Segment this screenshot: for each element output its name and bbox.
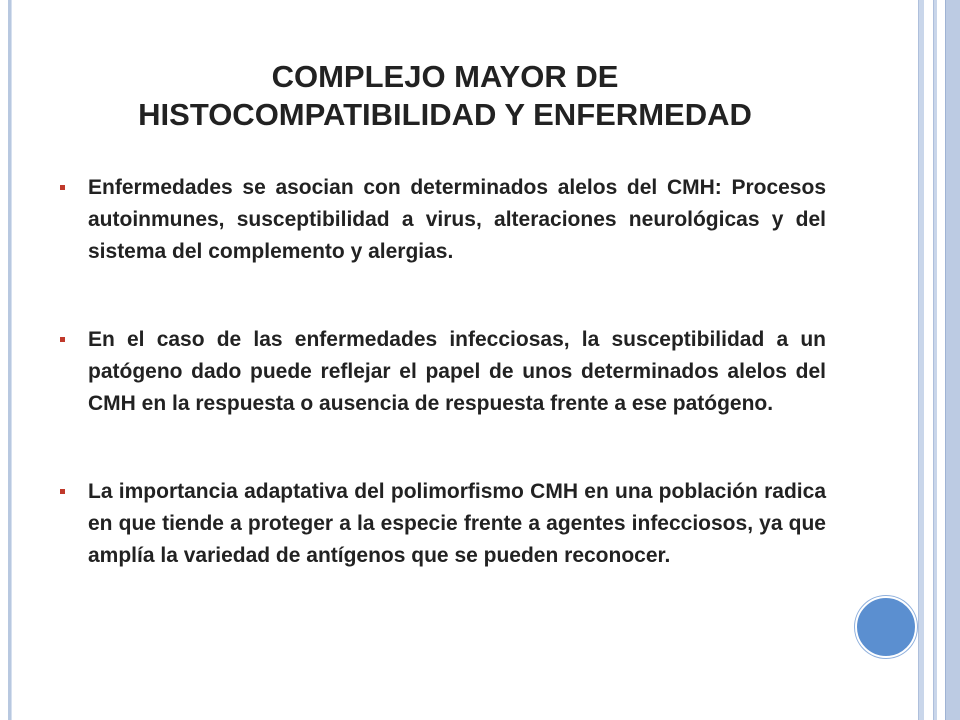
right-stripe-gap <box>937 0 945 720</box>
right-stripe-gap <box>924 0 933 720</box>
bullet-text: En el caso de las enfermedades infecciosas, la susceptibilidad a un patógeno dado puede reflejar el papel de unos determinados alelos del CMH en la respuesta o ausencia de respuesta frente a ese patógeno. <box>88 328 826 415</box>
left-border-line <box>8 0 12 720</box>
bullet-text: La importancia adaptativa del polimorfismo CMH en una población radica en que tiende a proteger a la especie frente a agentes infecciosos, ya que amplía la variedad de antígenos que se pueden reconocer. <box>88 480 826 567</box>
slide-title <box>60 58 830 134</box>
square-bullet-icon <box>60 489 65 494</box>
slide-title-line: HISTOCOMPATIBILIDAD Y ENFERMEDAD <box>138 97 752 132</box>
bullet-list <box>58 172 826 572</box>
square-bullet-icon <box>60 185 65 190</box>
bullet-text: Enfermedades se asocian con determinados alelos del CMH: Procesos autoinmunes, susceptibilidad a virus, alteraciones neurológicas y del sistema del complemento y alergias. <box>88 176 826 263</box>
right-stripe <box>945 0 960 720</box>
list-item <box>58 476 826 572</box>
list-item <box>58 324 826 420</box>
slide-title-line: COMPLEJO MAYOR DE <box>271 59 619 94</box>
square-bullet-icon <box>60 337 65 342</box>
list-item <box>58 172 826 268</box>
circle-decoration <box>855 596 917 658</box>
